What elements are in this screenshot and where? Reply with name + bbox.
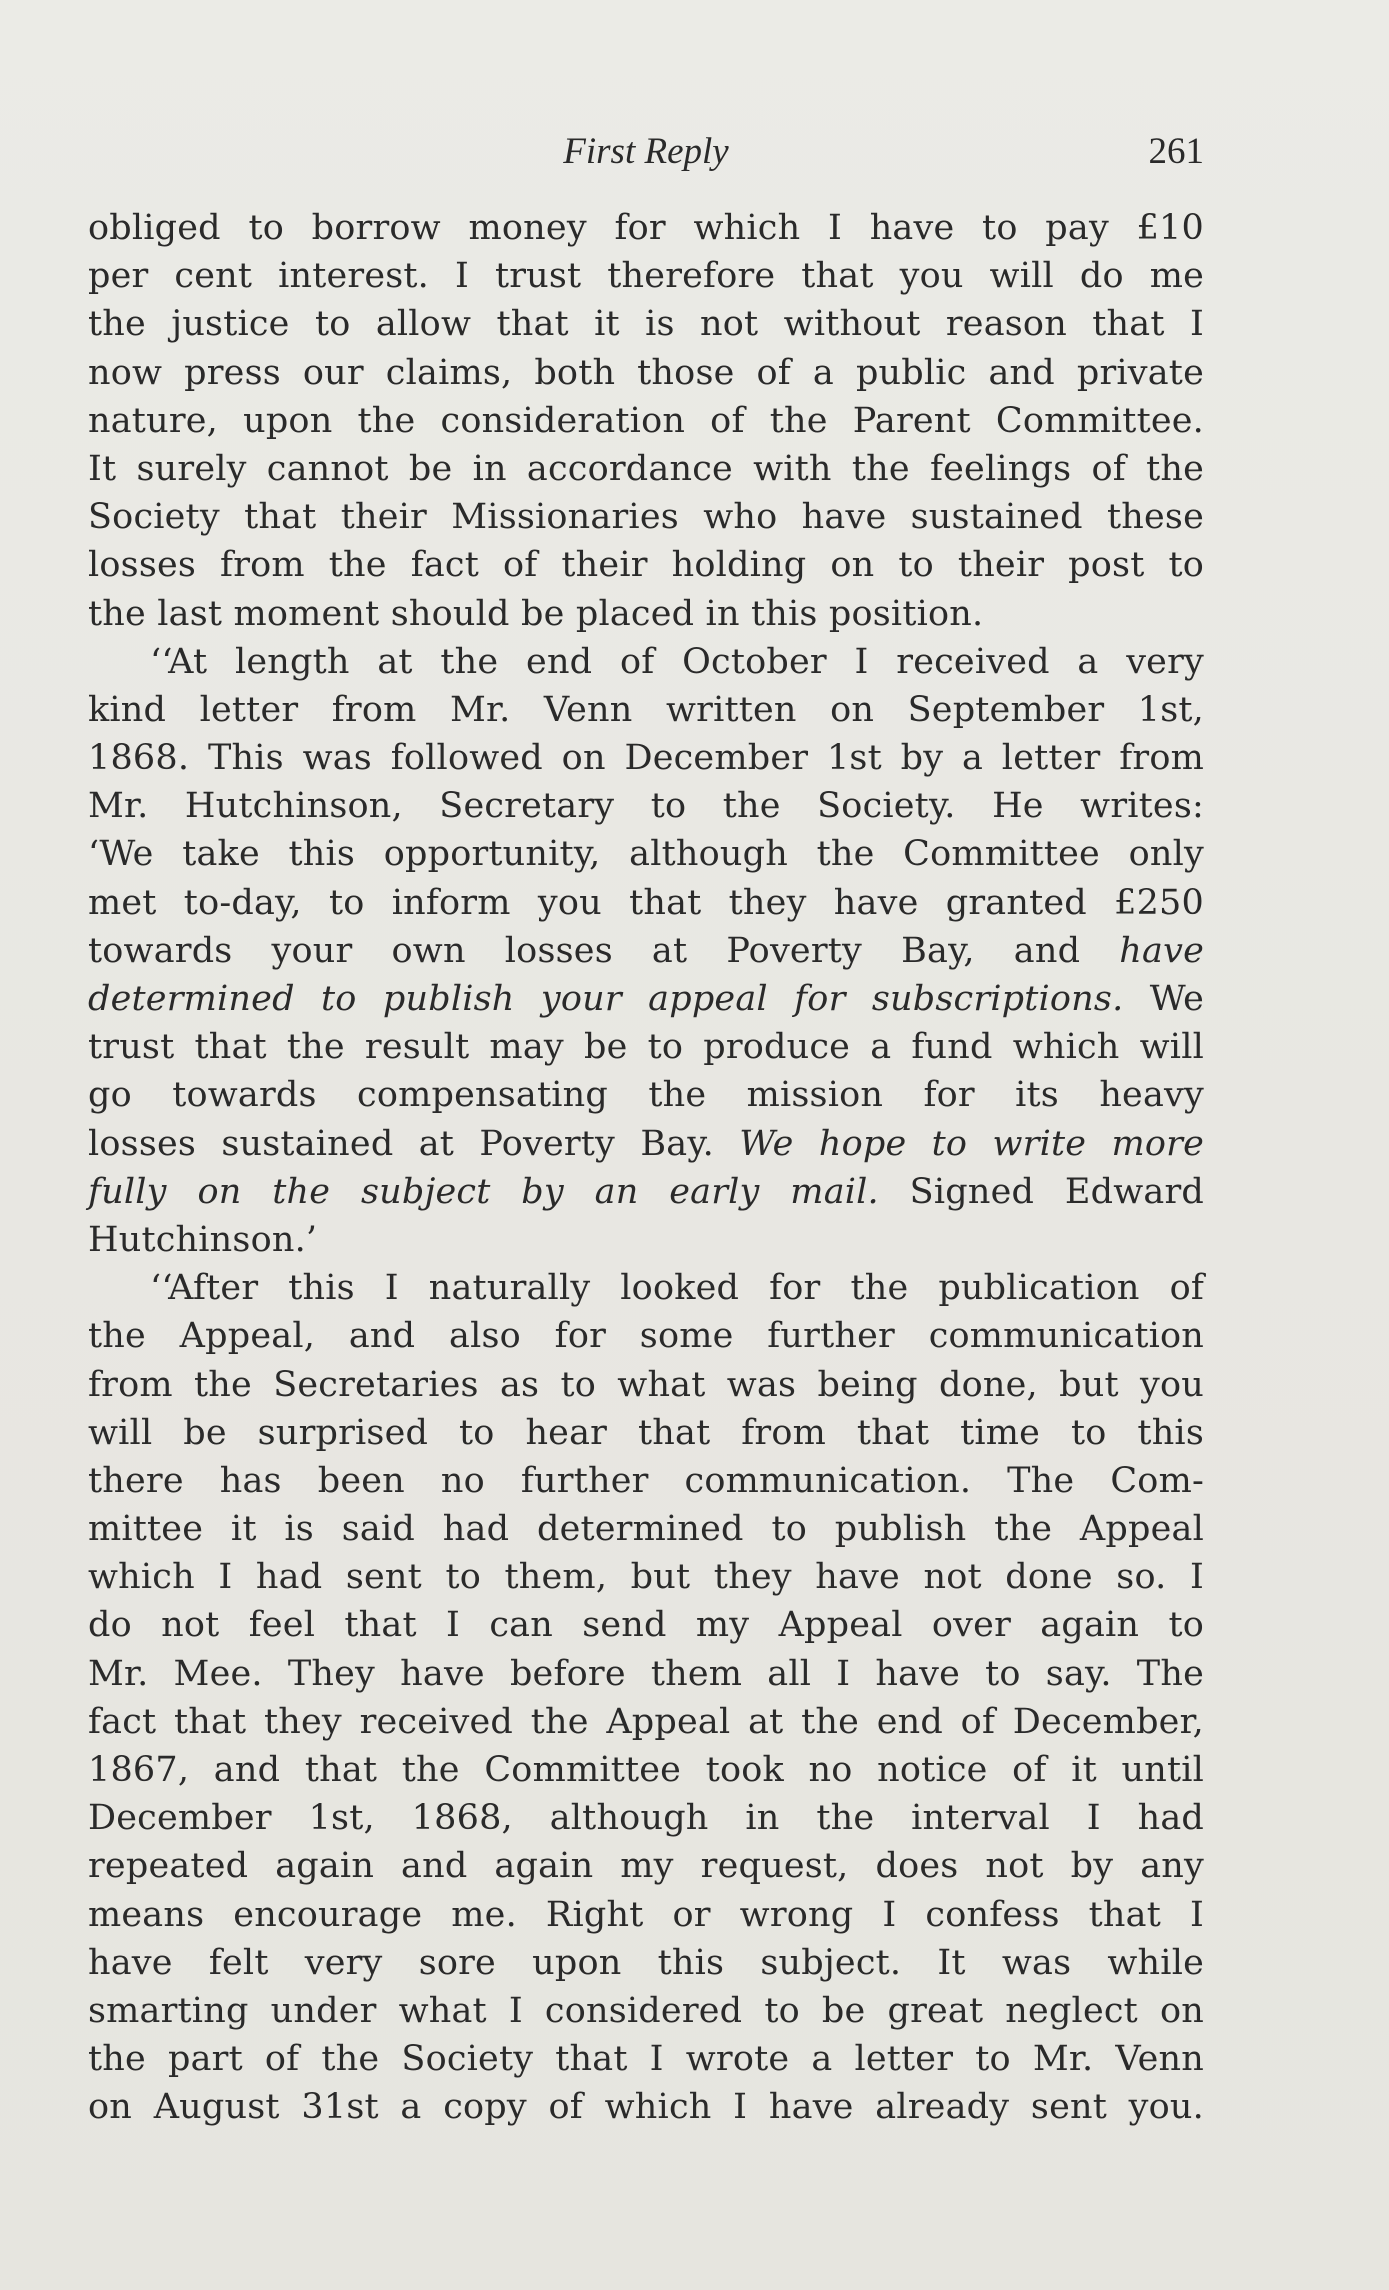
roman-run: losses sustained at Poverty Bay.: [88, 1123, 740, 1164]
italic-run: We hope to write more: [739, 1123, 1204, 1164]
body-text: [88, 204, 1204, 2132]
text-line: which I had sent to them, but they have not done so. I: [88, 1557, 1204, 1598]
text-line: 1868. This was followed on December 1st by a letter from: [88, 738, 1204, 779]
text-line: nature, upon the consideration of the Parent Committee.: [88, 400, 1204, 441]
text-line: obliged to borrow money for which I have to pay £10: [88, 208, 1204, 248]
running-title: First Reply: [563, 131, 729, 172]
italic-run: determined to publish your appeal for subscriptions.: [88, 979, 1124, 1019]
running-head: [88, 124, 1204, 180]
text-line: do not feel that I can send my Appeal over again to: [88, 1605, 1204, 1646]
text-line: there has been no further communication. The Com-: [88, 1460, 1204, 1501]
text-line: Mr. Hutchinson, Secretary to the Society. He writes:: [88, 786, 1204, 827]
text-line-with-italic: [88, 927, 1204, 975]
text-line: from the Secretaries as to what was being done, but you: [88, 1364, 1204, 1405]
text-line: 1867, and that the Committee took no notice of it until: [88, 1750, 1204, 1790]
text-line: repeated again and again my request, does not by any: [88, 1846, 1204, 1887]
text-line: Society that their Missionaries who have sustained these: [88, 497, 1204, 538]
text-line: fact that they received the Appeal at the end of December,: [88, 1701, 1204, 1742]
text-line: go towards compensating the mission for its heavy: [88, 1075, 1204, 1116]
text-line: smarting under what I considered to be great neglect on: [88, 1990, 1204, 2031]
text-line: on August 31st a copy of which I have already sent you.: [88, 2087, 1204, 2128]
roman-run: We: [1123, 979, 1204, 1019]
text-line: It surely cannot be in accordance with the feelings of the: [88, 448, 1204, 489]
text-line: the part of the Society that I wrote a letter to Mr. Venn: [88, 2039, 1204, 2080]
text-line-with-italic: [88, 975, 1204, 1023]
text-line: trust that the result may be to produce a fund which will: [88, 1027, 1204, 1068]
text-line-with-italic: [88, 1120, 1204, 1168]
paragraph-start-line: ‘‘After this I naturally looked for the publication of: [150, 1268, 1204, 1309]
text-line: Mr. Mee. They have before them all I have to say. The: [88, 1653, 1204, 1694]
roman-run: Signed Edward: [878, 1171, 1204, 1212]
paragraph-start-line: ‘‘At length at the end of October I received a very: [150, 641, 1204, 682]
italic-run: have: [1119, 930, 1204, 971]
text-line: ‘We take this opportunity, although the Committee only: [88, 834, 1204, 875]
text-line: met to-day, to inform you that they have granted £250: [88, 882, 1204, 923]
text-line: now press our claims, both those of a public and private: [88, 352, 1204, 393]
text-line: per cent interest. I trust therefore that you will do me: [88, 256, 1204, 297]
text-line: means encourage me. Right or wrong I confess that I: [88, 1894, 1204, 1935]
text-line: kind letter from Mr. Venn written on September 1st,: [88, 689, 1204, 730]
text-line: have felt very sore upon this subject. It was while: [88, 1942, 1204, 1983]
text-line: losses from the fact of their holding on to their post to: [88, 545, 1204, 586]
text-line: December 1st, 1868, although in the interval I had: [88, 1798, 1204, 1839]
text-line: Hutchinson.’: [88, 1219, 318, 1260]
italic-run: fully on the subject by an early mail.: [88, 1171, 879, 1212]
text-line: the justice to allow that it is not without reason that I: [88, 304, 1204, 345]
text-line: mittee it is said had determined to publish the Appeal: [88, 1509, 1204, 1550]
text-line-with-italic: [88, 1168, 1204, 1216]
text-line: will be surprised to hear that from that time to this: [88, 1412, 1204, 1453]
text-line: the last moment should be placed in this position.: [88, 593, 984, 634]
roman-run: towards your own losses at Poverty Bay, and: [88, 930, 1120, 971]
text-line: the Appeal, and also for some further communication: [88, 1316, 1204, 1357]
page-number: 261: [1148, 131, 1204, 172]
